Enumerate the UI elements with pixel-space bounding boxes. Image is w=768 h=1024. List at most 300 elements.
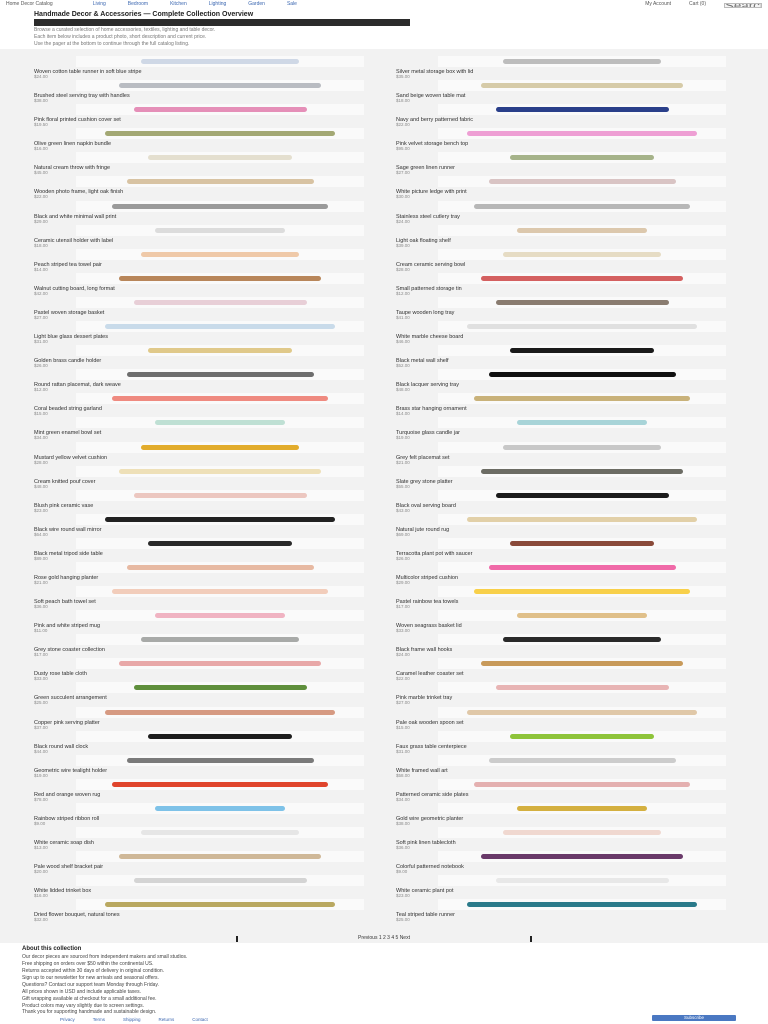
product-image[interactable] bbox=[76, 321, 364, 332]
product-name[interactable]: Black metal tripod side table bbox=[34, 550, 103, 557]
product-image[interactable] bbox=[76, 682, 364, 693]
product-item[interactable] bbox=[34, 681, 374, 705]
product-image[interactable] bbox=[438, 803, 726, 814]
product-name[interactable]: Terracotta plant pot with saucer bbox=[396, 550, 473, 557]
product-name[interactable]: Soft pink linen tablecloth bbox=[396, 840, 456, 846]
product-item[interactable] bbox=[34, 103, 374, 127]
product-image[interactable] bbox=[76, 851, 364, 862]
product-item[interactable] bbox=[34, 175, 374, 199]
product-name[interactable]: Wooden photo frame, light oak finish bbox=[34, 189, 124, 196]
product-image[interactable] bbox=[438, 707, 726, 718]
product-image-shape bbox=[517, 420, 647, 425]
product-item[interactable] bbox=[34, 537, 374, 561]
product-image-shape bbox=[134, 300, 307, 305]
product-image[interactable] bbox=[438, 345, 726, 356]
product-item[interactable] bbox=[396, 151, 736, 175]
product-price: $45.00 bbox=[34, 170, 48, 176]
product-name[interactable]: Rose gold hanging planter bbox=[34, 574, 99, 581]
product-image[interactable] bbox=[438, 562, 726, 573]
footer-links bbox=[60, 1017, 208, 1022]
product-price: $46.00 bbox=[396, 339, 410, 345]
product-name[interactable]: White marble cheese board bbox=[396, 334, 464, 341]
product-item[interactable] bbox=[34, 802, 374, 826]
product-name[interactable]: Black oval serving board bbox=[396, 502, 456, 509]
product-name[interactable]: Light oak floating shelf bbox=[396, 237, 451, 244]
product-name[interactable]: Cream knitted pouf cover bbox=[34, 478, 96, 485]
product-item[interactable] bbox=[34, 778, 374, 802]
product-image[interactable] bbox=[76, 80, 364, 91]
product-item[interactable] bbox=[396, 224, 736, 248]
product-image-shape bbox=[112, 204, 328, 209]
product-name[interactable]: Turquoise glass candle jar bbox=[396, 430, 460, 437]
product-name[interactable]: Natural cream throw with fringe bbox=[34, 165, 111, 172]
product-price: $24.00 bbox=[396, 218, 410, 224]
nav-item[interactable]: Living bbox=[92, 1, 106, 8]
product-name[interactable]: Pale oak wooden spoon set bbox=[396, 719, 464, 726]
product-image-shape bbox=[119, 661, 321, 666]
product-image[interactable] bbox=[76, 490, 364, 501]
product-image[interactable] bbox=[438, 80, 726, 91]
product-image[interactable] bbox=[438, 225, 726, 236]
product-image[interactable] bbox=[76, 273, 364, 284]
product-image-shape bbox=[489, 372, 676, 377]
product-name[interactable]: Cream ceramic serving bowl bbox=[396, 261, 466, 268]
product-item[interactable] bbox=[396, 55, 736, 79]
product-item[interactable] bbox=[396, 802, 736, 826]
product-name[interactable]: Copper pink serving platter bbox=[34, 719, 100, 726]
product-name[interactable]: Pink and white striped mug bbox=[34, 623, 101, 630]
product-item[interactable] bbox=[34, 730, 374, 754]
product-image[interactable] bbox=[76, 514, 364, 525]
product-name[interactable]: Coral beaded string garland bbox=[34, 406, 102, 413]
product-name[interactable]: Small patterned storage tin bbox=[396, 285, 462, 292]
product-price: $17.00 bbox=[34, 652, 48, 658]
product-name[interactable]: Blush pink ceramic vase bbox=[34, 502, 94, 509]
product-price: $42.00 bbox=[34, 290, 48, 296]
product-item[interactable] bbox=[34, 706, 374, 730]
product-image[interactable] bbox=[438, 176, 726, 187]
top-bar bbox=[0, 0, 768, 10]
product-image-shape bbox=[155, 420, 285, 425]
product-image-shape bbox=[134, 107, 307, 112]
product-name[interactable]: Multicolor striped cushion bbox=[396, 574, 459, 581]
product-price: $29.00 bbox=[34, 218, 48, 224]
product-item[interactable] bbox=[34, 850, 374, 874]
product-name[interactable]: Walnut cutting board, long format bbox=[34, 285, 115, 292]
pagination-label[interactable]: Previous 1 2 3 4 5 Next bbox=[358, 935, 410, 942]
product-image[interactable] bbox=[76, 538, 364, 549]
product-image[interactable] bbox=[438, 56, 726, 67]
product-item[interactable] bbox=[34, 441, 374, 465]
product-image[interactable] bbox=[438, 899, 726, 910]
product-name[interactable]: Brass star hanging ornament bbox=[396, 406, 467, 413]
brand[interactable]: Home Decor Catalog bbox=[6, 1, 53, 8]
product-item[interactable] bbox=[34, 55, 374, 79]
product-item[interactable] bbox=[34, 585, 374, 609]
product-item[interactable] bbox=[34, 754, 374, 778]
product-price: $29.00 bbox=[396, 579, 410, 585]
product-image[interactable] bbox=[76, 731, 364, 742]
footer-link[interactable]: Contact bbox=[192, 1017, 208, 1022]
product-image-shape bbox=[127, 179, 314, 184]
product-image-shape bbox=[105, 324, 335, 329]
product-name[interactable]: Caramel leather coaster set bbox=[396, 671, 464, 678]
product-image[interactable] bbox=[76, 297, 364, 308]
product-image[interactable] bbox=[438, 731, 726, 742]
product-name[interactable]: Grey stone coaster collection bbox=[34, 647, 105, 654]
product-image-shape bbox=[141, 445, 299, 450]
product-name[interactable]: Rainbow striped ribbon roll bbox=[34, 815, 100, 822]
product-image[interactable] bbox=[76, 562, 364, 573]
product-price: $28.00 bbox=[34, 459, 48, 465]
product-image-shape bbox=[517, 228, 647, 233]
product-price: $48.00 bbox=[34, 483, 48, 489]
product-item[interactable] bbox=[396, 296, 736, 320]
product-image[interactable] bbox=[438, 682, 726, 693]
product-image[interactable] bbox=[438, 610, 726, 621]
product-name[interactable]: Sand beige woven table mat bbox=[396, 93, 466, 100]
product-image[interactable] bbox=[438, 875, 726, 886]
product-name[interactable]: Geometric wire tealight holder bbox=[34, 767, 108, 774]
product-item[interactable] bbox=[396, 127, 736, 151]
product-image-shape bbox=[134, 685, 307, 690]
product-image-shape bbox=[148, 541, 292, 546]
product-item[interactable] bbox=[396, 416, 736, 440]
product-image[interactable] bbox=[76, 610, 364, 621]
product-image[interactable] bbox=[76, 899, 364, 910]
product-price: $17.00 bbox=[396, 604, 410, 610]
footer-line: Our decor pieces are sourced from independent makers and small studios. bbox=[22, 954, 188, 960]
product-item[interactable] bbox=[34, 392, 374, 416]
product-image[interactable] bbox=[438, 779, 726, 790]
product-image[interactable] bbox=[76, 345, 364, 356]
product-image-shape bbox=[112, 396, 328, 401]
nav-item[interactable]: Garden bbox=[248, 1, 265, 8]
product-item[interactable] bbox=[396, 874, 736, 898]
subscribe-button[interactable]: Subscribe bbox=[652, 1015, 736, 1021]
product-item[interactable] bbox=[396, 200, 736, 224]
product-item[interactable] bbox=[396, 392, 736, 416]
product-item[interactable] bbox=[34, 248, 374, 272]
product-name[interactable]: Teal striped table runner bbox=[396, 912, 456, 919]
product-image-shape bbox=[119, 469, 321, 474]
product-image[interactable] bbox=[438, 490, 726, 501]
product-item[interactable] bbox=[34, 320, 374, 344]
product-item[interactable] bbox=[34, 489, 374, 513]
product-image[interactable] bbox=[76, 755, 364, 766]
product-image[interactable] bbox=[76, 104, 364, 115]
product-name[interactable]: Black frame wall hooks bbox=[396, 647, 453, 654]
product-item[interactable] bbox=[396, 513, 736, 537]
product-image[interactable] bbox=[438, 827, 726, 838]
product-price: $18.00 bbox=[396, 98, 410, 104]
product-image-shape bbox=[503, 252, 661, 257]
product-name[interactable]: Taupe wooden long tray bbox=[396, 309, 455, 316]
product-image[interactable] bbox=[76, 225, 364, 236]
product-item[interactable] bbox=[396, 754, 736, 778]
account-link[interactable]: My Account bbox=[645, 1, 672, 8]
product-image[interactable] bbox=[438, 466, 726, 477]
footer-line: All prices shown in USD and include applicable taxes. bbox=[22, 989, 141, 995]
product-price: $36.00 bbox=[34, 604, 48, 610]
product-name[interactable]: Round rattan placemat, dark weave bbox=[34, 382, 121, 389]
product-image[interactable] bbox=[438, 658, 726, 669]
product-image[interactable] bbox=[76, 249, 364, 260]
product-item[interactable] bbox=[396, 344, 736, 368]
product-name[interactable]: Patterned ceramic side plates bbox=[396, 791, 469, 798]
product-image[interactable] bbox=[438, 249, 726, 260]
product-image[interactable] bbox=[76, 634, 364, 645]
product-name[interactable]: Light blue glass dessert plates bbox=[34, 334, 108, 341]
nav-item[interactable]: Sale bbox=[286, 1, 297, 8]
nav-item[interactable]: Lighting bbox=[208, 1, 227, 8]
product-image-shape bbox=[119, 854, 321, 859]
product-image[interactable] bbox=[76, 56, 364, 67]
search-input[interactable] bbox=[724, 3, 762, 8]
product-item[interactable] bbox=[34, 561, 374, 585]
product-name[interactable]: Sage green linen runner bbox=[396, 165, 456, 172]
product-name[interactable]: Mustard yellow velvet cushion bbox=[34, 454, 108, 461]
footer-line: Sign up to our newsletter for new arrivals and seasonal offers. bbox=[22, 975, 159, 981]
product-price: $22.00 bbox=[34, 194, 48, 200]
product-image[interactable] bbox=[76, 466, 364, 477]
product-image[interactable] bbox=[438, 152, 726, 163]
product-price: $16.00 bbox=[34, 146, 48, 152]
product-item[interactable] bbox=[396, 609, 736, 633]
product-image[interactable] bbox=[438, 297, 726, 308]
product-item[interactable] bbox=[396, 706, 736, 730]
product-image[interactable] bbox=[438, 538, 726, 549]
product-image[interactable] bbox=[76, 875, 364, 886]
product-image-shape bbox=[481, 276, 683, 281]
product-price: $25.00 bbox=[396, 917, 410, 923]
product-item[interactable] bbox=[34, 344, 374, 368]
product-name[interactable]: Brushed steel serving tray with handles bbox=[34, 93, 130, 100]
product-price: $16.00 bbox=[34, 893, 48, 899]
product-name[interactable]: Navy and berry patterned fabric bbox=[396, 117, 474, 124]
product-image[interactable] bbox=[76, 393, 364, 404]
product-image[interactable] bbox=[76, 442, 364, 453]
product-item[interactable] bbox=[34, 416, 374, 440]
product-price: $9.00 bbox=[396, 869, 408, 875]
product-item[interactable] bbox=[396, 657, 736, 681]
product-image[interactable] bbox=[438, 755, 726, 766]
product-name[interactable]: Pink velvet storage bench top bbox=[396, 141, 469, 148]
product-item[interactable] bbox=[396, 248, 736, 272]
product-item[interactable] bbox=[396, 368, 736, 392]
product-name[interactable]: Woven cotton table runner in soft blue stripe bbox=[34, 69, 142, 75]
product-image[interactable] bbox=[438, 201, 726, 212]
footer-link[interactable]: Terms bbox=[92, 1017, 106, 1022]
product-name[interactable]: Black wire round wall mirror bbox=[34, 526, 102, 533]
product-price: $69.00 bbox=[396, 531, 410, 537]
product-name[interactable]: Mint green enamel bowl set bbox=[34, 430, 102, 437]
product-image[interactable] bbox=[438, 634, 726, 645]
product-name[interactable]: Grey felt placemat set bbox=[396, 454, 450, 461]
product-item[interactable] bbox=[34, 874, 374, 898]
product-image[interactable] bbox=[438, 128, 726, 139]
product-name[interactable]: Slate grey stone platter bbox=[396, 478, 453, 485]
product-price: $13.00 bbox=[34, 845, 48, 850]
product-image[interactable] bbox=[76, 417, 364, 428]
product-name[interactable]: Golden brass candle holder bbox=[34, 358, 102, 365]
product-image-shape bbox=[496, 878, 669, 883]
product-item[interactable] bbox=[396, 103, 736, 127]
product-name[interactable]: Colorful patterned notebook bbox=[396, 864, 464, 871]
product-item[interactable] bbox=[34, 368, 374, 392]
product-image-shape bbox=[467, 324, 697, 329]
product-image-shape bbox=[481, 854, 683, 859]
product-price: $89.00 bbox=[34, 555, 48, 561]
product-name[interactable]: Black lacquer serving tray bbox=[396, 382, 459, 389]
product-image[interactable] bbox=[76, 369, 364, 380]
product-name[interactable]: Pastel woven storage basket bbox=[34, 309, 105, 316]
product-price: $27.00 bbox=[34, 314, 48, 320]
product-item[interactable] bbox=[396, 320, 736, 344]
product-image[interactable] bbox=[76, 707, 364, 718]
product-price: $22.00 bbox=[396, 676, 410, 682]
product-image[interactable] bbox=[438, 273, 726, 284]
product-image[interactable] bbox=[438, 393, 726, 404]
product-item[interactable] bbox=[34, 513, 374, 537]
product-price: $41.00 bbox=[396, 314, 410, 320]
product-item[interactable] bbox=[34, 224, 374, 248]
product-image-shape bbox=[474, 204, 690, 209]
product-item[interactable] bbox=[396, 489, 736, 513]
product-name[interactable]: Dusty rose table cloth bbox=[34, 671, 87, 678]
footer-link[interactable]: Shipping bbox=[123, 1017, 141, 1022]
product-item[interactable] bbox=[396, 441, 736, 465]
product-item[interactable] bbox=[396, 175, 736, 199]
product-item[interactable] bbox=[34, 465, 374, 489]
product-item[interactable] bbox=[34, 898, 374, 922]
product-item[interactable] bbox=[34, 609, 374, 633]
product-image[interactable] bbox=[76, 803, 364, 814]
product-image[interactable] bbox=[76, 658, 364, 669]
product-price: $95.00 bbox=[396, 146, 410, 152]
product-price: $24.00 bbox=[396, 652, 410, 658]
footer-link[interactable]: Returns bbox=[158, 1017, 175, 1022]
product-name[interactable]: Olive green linen napkin bundle bbox=[34, 141, 112, 148]
product-image-shape bbox=[517, 613, 647, 618]
product-item[interactable] bbox=[396, 561, 736, 585]
product-image-shape bbox=[496, 493, 669, 498]
nav-item[interactable]: Kitchen bbox=[170, 1, 187, 8]
product-name[interactable]: Silver metal storage box with lid bbox=[396, 69, 474, 75]
product-name[interactable]: Black metal wall shelf bbox=[396, 358, 449, 365]
product-image[interactable] bbox=[76, 586, 364, 597]
product-name[interactable]: Gold wire geometric planter bbox=[396, 815, 464, 822]
product-price: $37.00 bbox=[34, 724, 48, 730]
product-image[interactable] bbox=[76, 152, 364, 163]
product-item[interactable] bbox=[396, 537, 736, 561]
product-image[interactable] bbox=[438, 586, 726, 597]
product-name[interactable]: Peach striped tea towel pair bbox=[34, 261, 102, 268]
product-image[interactable] bbox=[438, 851, 726, 862]
product-price: $33.00 bbox=[396, 628, 410, 634]
product-price: $14.00 bbox=[396, 411, 410, 417]
product-name[interactable]: Soft peach bath towel set bbox=[34, 599, 96, 606]
product-image[interactable] bbox=[76, 827, 364, 838]
product-item[interactable] bbox=[34, 296, 374, 320]
product-item[interactable] bbox=[396, 465, 736, 489]
product-name[interactable]: White ceramic soap dish bbox=[34, 840, 94, 846]
product-name[interactable]: Pink marble trinket tray bbox=[396, 695, 453, 702]
product-item[interactable] bbox=[34, 79, 374, 103]
product-item[interactable] bbox=[34, 272, 374, 296]
product-name[interactable]: Woven seagrass basket lid bbox=[396, 623, 462, 630]
product-item[interactable] bbox=[34, 200, 374, 224]
product-name[interactable]: Faux grass table centerpiece bbox=[396, 743, 467, 750]
product-name[interactable]: Pastel rainbow tea towels bbox=[396, 599, 459, 606]
product-image[interactable] bbox=[76, 176, 364, 187]
product-price: $78.00 bbox=[34, 796, 48, 802]
product-item[interactable] bbox=[34, 151, 374, 175]
pagination[interactable] bbox=[236, 936, 532, 942]
product-item[interactable] bbox=[34, 826, 374, 850]
product-name[interactable]: Natural jute round rug bbox=[396, 526, 450, 533]
product-price: $52.00 bbox=[396, 363, 410, 369]
product-item[interactable] bbox=[396, 898, 736, 922]
product-item[interactable] bbox=[396, 272, 736, 296]
product-item[interactable] bbox=[34, 127, 374, 151]
product-name[interactable]: Pink floral printed cushion cover set bbox=[34, 117, 121, 124]
page-title: Handmade Decor & Accessories — Complete Collection Overview bbox=[34, 11, 254, 18]
product-price: $27.00 bbox=[396, 170, 410, 176]
product-image[interactable] bbox=[76, 128, 364, 139]
product-price: $11.00 bbox=[34, 628, 48, 634]
product-item[interactable] bbox=[396, 633, 736, 657]
product-image-shape bbox=[127, 372, 314, 377]
product-name[interactable]: White framed wall art bbox=[396, 767, 448, 774]
product-name[interactable]: Black round wall clock bbox=[34, 743, 89, 750]
product-price: $24.00 bbox=[34, 74, 48, 79]
footer-link[interactable]: Privacy bbox=[60, 1017, 75, 1022]
product-image[interactable] bbox=[438, 442, 726, 453]
product-item[interactable] bbox=[34, 633, 374, 657]
product-item[interactable] bbox=[34, 657, 374, 681]
product-image[interactable] bbox=[438, 369, 726, 380]
product-name[interactable]: White picture ledge with print bbox=[396, 189, 467, 196]
cart-link[interactable]: Cart (0) bbox=[689, 1, 706, 8]
footer bbox=[0, 943, 768, 1024]
product-item[interactable] bbox=[396, 850, 736, 874]
product-image[interactable] bbox=[438, 104, 726, 115]
product-image[interactable] bbox=[438, 514, 726, 525]
product-item[interactable] bbox=[396, 585, 736, 609]
product-image[interactable] bbox=[76, 779, 364, 790]
product-name[interactable]: Green succulent arrangement bbox=[34, 695, 107, 702]
product-item[interactable] bbox=[396, 681, 736, 705]
product-image[interactable] bbox=[438, 417, 726, 428]
product-image[interactable] bbox=[76, 201, 364, 212]
product-price: $39.00 bbox=[396, 242, 410, 248]
product-name[interactable]: Pale wood shelf bracket pair bbox=[34, 864, 104, 871]
product-name[interactable]: Black and white minimal wall print bbox=[34, 213, 117, 220]
product-image[interactable] bbox=[438, 321, 726, 332]
product-item[interactable] bbox=[396, 826, 736, 850]
product-name[interactable]: Red and orange woven rug bbox=[34, 791, 101, 798]
product-name[interactable]: White lidded trinket box bbox=[34, 888, 92, 895]
product-name[interactable]: Ceramic utensil holder with label bbox=[34, 237, 114, 244]
product-item[interactable] bbox=[396, 79, 736, 103]
product-item[interactable] bbox=[396, 730, 736, 754]
product-item[interactable] bbox=[396, 778, 736, 802]
nav-item[interactable]: Bedroom bbox=[127, 1, 149, 8]
product-name[interactable]: Stainless steel cutlery tray bbox=[396, 213, 460, 220]
product-name[interactable]: Dried flower bouquet, natural tones bbox=[34, 912, 120, 919]
product-name[interactable]: White ceramic plant pot bbox=[396, 888, 454, 895]
